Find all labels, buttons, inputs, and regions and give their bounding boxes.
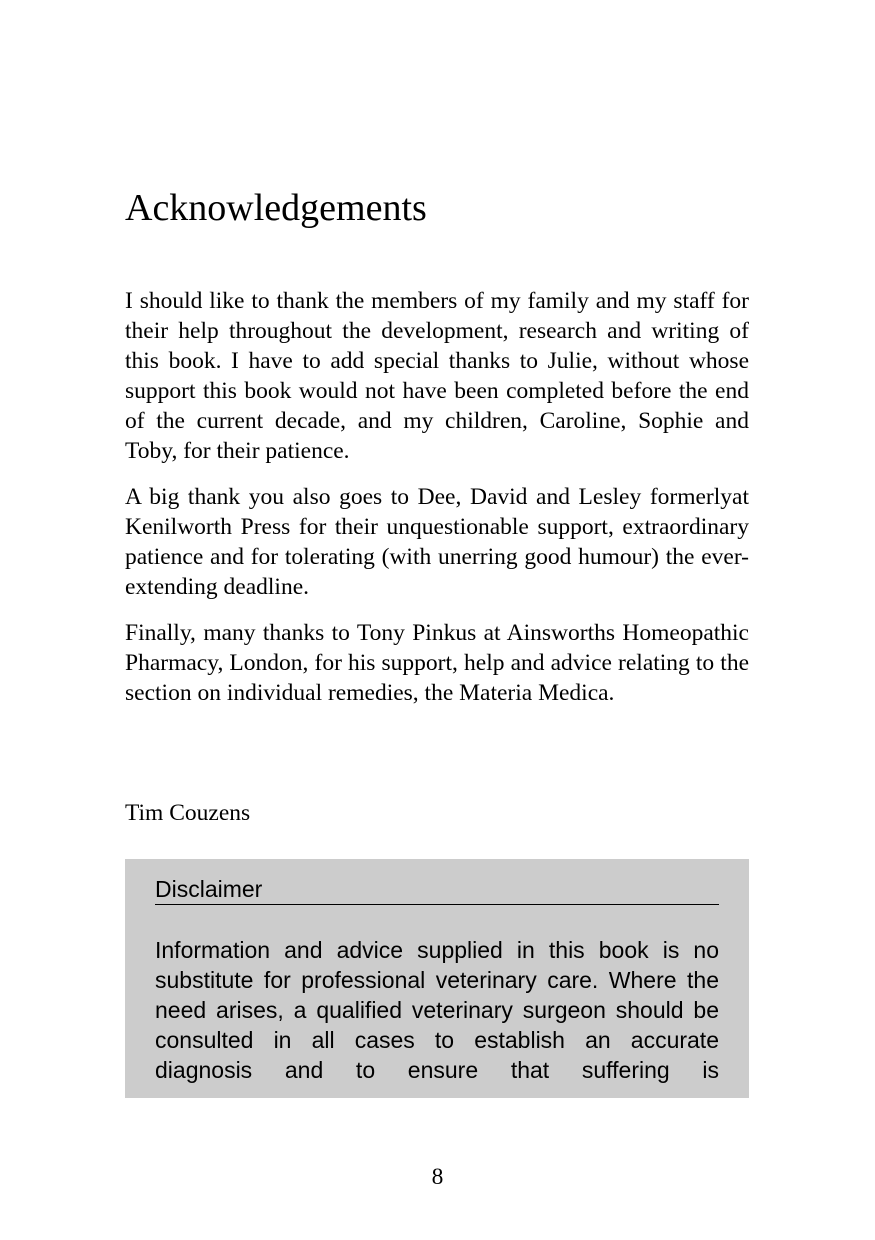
acknowledgement-paragraph-family: I should like to thank the members of my family and my staff for their help throughout the development, research and writing of this book. I have to add special thanks to Julie, without whose support this book would not have been completed before the end of the current decade, and my children, Caroline, Sophie and Toby, for their patience. (125, 288, 749, 464)
disclaimer-text: Information and advice supplied in this book is no substitute for professional veterinary care. Where the need arises, a qualified veterinary surgeon should be consulted in all cases to establish an accurate diagnosis and to ensure that suffering is (155, 937, 719, 1083)
disclaimer-title: Disclaimer (155, 875, 719, 905)
page-number: 8 (431, 1164, 444, 1190)
acknowledgement-paragraph-publisher: A big thank you also goes to Dee, David and Lesley formerlyat Kenilworth Press for their unquestionable support, extraordinary patience and for tolerating (with unerring good humour) the ever-extending deadline. (125, 484, 749, 600)
acknowledgement-paragraph-pharmacy: Finally, many thanks to Tony Pinkus at Ainsworths Homeopathic Pharmacy, London, for his support, help and advice relating to the section on individual remedies, the Materia Medica. (125, 620, 749, 706)
disclaimer-box (125, 859, 749, 1098)
author-signature: Tim Couzens (125, 800, 251, 826)
page-title: Acknowledgements (125, 187, 427, 229)
